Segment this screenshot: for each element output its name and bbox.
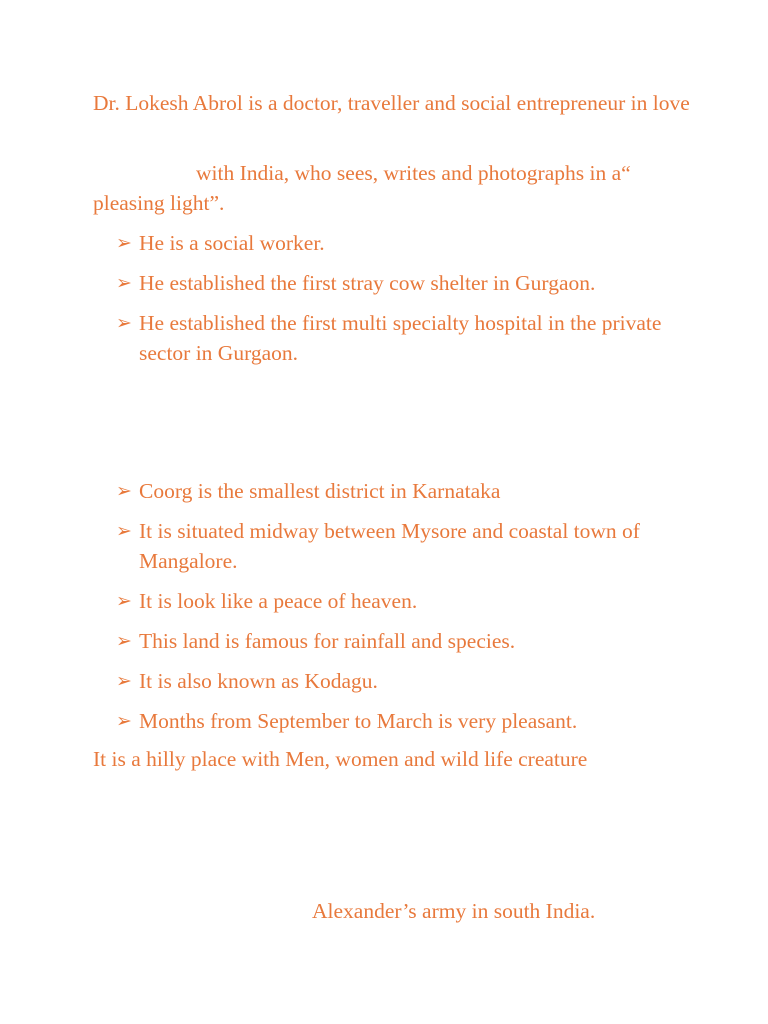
- bullet-list-lokesh: [116, 228, 696, 378]
- list-item: [116, 516, 696, 576]
- list-item: [116, 476, 696, 506]
- arrow-bullet-icon: ➢: [116, 520, 132, 542]
- arrow-bullet-icon: ➢: [116, 710, 132, 732]
- list-item-text: He is a social worker.: [139, 231, 325, 255]
- list-item-text: He established the first stray cow shelter in Gurgaon.: [139, 271, 596, 295]
- arrow-bullet-icon: ➢: [116, 480, 132, 502]
- list-item: [116, 268, 696, 298]
- intro-paragraph-1: [93, 88, 693, 118]
- list-item-text: Coorg is the smallest district in Karnataka: [139, 479, 501, 503]
- arrow-bullet-icon: ➢: [116, 312, 132, 334]
- intro-line-2: with India, who sees, writes and photographs in a“ pleasing light”.: [93, 161, 637, 215]
- list-item: [116, 666, 696, 696]
- list-item: [116, 228, 696, 258]
- arrow-bullet-icon: ➢: [116, 232, 132, 254]
- list-item: [116, 626, 696, 656]
- arrow-bullet-icon: ➢: [116, 630, 132, 652]
- closing-paragraph: It is a hilly place with Men, women and wild life creature: [93, 747, 588, 771]
- list-item-text: This land is famous for rainfall and species.: [139, 629, 516, 653]
- list-item-text: He established the first multi specialty hospital in the private sector in Gurgaon.: [139, 311, 662, 365]
- intro-paragraph-2: [93, 158, 693, 218]
- list-item: [116, 586, 696, 616]
- list-item-text: It is also known as Kodagu.: [139, 669, 378, 693]
- list-item-text: It is look like a peace of heaven.: [139, 589, 418, 613]
- list-item-text: Months from September to March is very pleasant.: [139, 709, 578, 733]
- arrow-bullet-icon: ➢: [116, 272, 132, 294]
- list-item: [116, 706, 696, 736]
- list-item: [116, 308, 696, 368]
- list-item-text: It is situated midway between Mysore and coastal town of Mangalore.: [139, 519, 640, 573]
- intro-line-1: Dr. Lokesh Abrol is a doctor, traveller and social entrepreneur in love: [93, 91, 690, 115]
- footer-line: Alexander’s army in south India.: [312, 899, 596, 923]
- arrow-bullet-icon: ➢: [116, 590, 132, 612]
- arrow-bullet-icon: ➢: [116, 670, 132, 692]
- bullet-list-coorg: [116, 476, 696, 746]
